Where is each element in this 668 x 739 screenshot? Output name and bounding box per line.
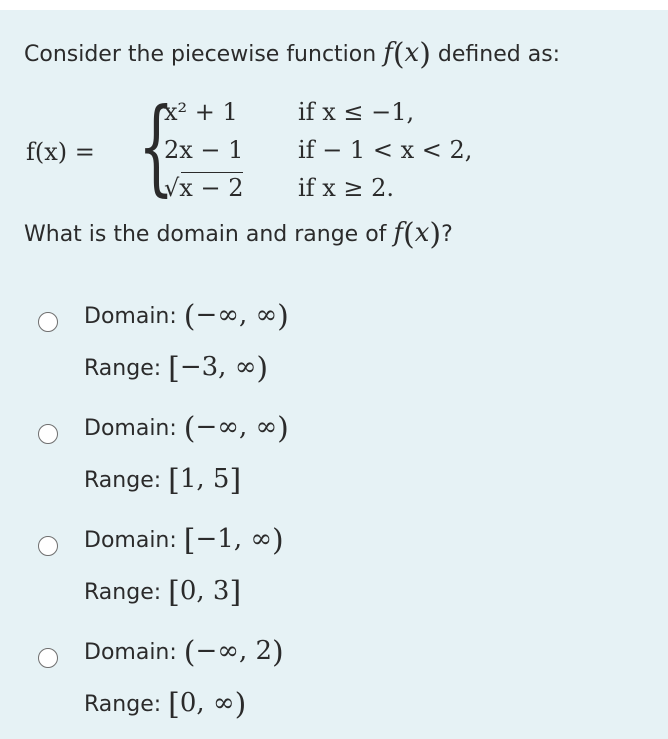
- domain-open-bracket: (: [183, 411, 196, 446]
- sqrt-expression: [164, 176, 243, 200]
- option-2-range: [84, 463, 242, 498]
- domain-open-bracket: (: [183, 299, 196, 334]
- case-3-expression: [164, 176, 243, 200]
- piecewise-definition: [26, 85, 546, 210]
- option-1-range: [84, 351, 269, 386]
- option-4-range: [84, 687, 247, 722]
- range-open-bracket: [: [168, 463, 180, 498]
- domain-open-bracket: [: [183, 523, 196, 558]
- range-interval: 0, ∞: [179, 688, 235, 718]
- close-paren: ): [419, 37, 431, 72]
- domain-close-bracket: ): [277, 411, 289, 446]
- piecewise-lhs: f(x) =: [26, 138, 95, 166]
- intro-text: Consider the piecewise function: [24, 42, 377, 67]
- range-open-bracket: [: [168, 351, 180, 386]
- domain-interval: −∞, ∞: [195, 412, 278, 442]
- question-intro: [24, 37, 561, 72]
- range-interval: 1, 5: [179, 464, 230, 494]
- radio-button-1[interactable]: [38, 312, 58, 332]
- domain-label: Domain:: [84, 304, 177, 329]
- left-brace-icon: {: [138, 85, 175, 207]
- domain-label: Domain:: [84, 416, 177, 441]
- domain-close-bracket: ): [277, 299, 289, 334]
- range-close-bracket: ]: [229, 575, 242, 610]
- prompt-suffix: ?: [441, 222, 453, 247]
- range-interval: −3, ∞: [179, 352, 257, 382]
- case-2-expression: 2x − 1: [164, 136, 244, 164]
- function-name: f: [383, 38, 393, 68]
- answer-option-2[interactable]: [38, 411, 638, 506]
- case-2-condition: if − 1 < x < 2,: [298, 136, 473, 164]
- range-close-bracket: ): [256, 351, 269, 386]
- prompt-function-variable: x: [414, 218, 430, 248]
- open-paren: (: [392, 37, 405, 72]
- case-3-condition: if x ≥ 2.: [298, 174, 394, 202]
- function-variable: x: [404, 38, 420, 68]
- case-1-condition: if x ≤ −1,: [298, 98, 415, 126]
- range-open-bracket: [: [168, 687, 180, 722]
- radio-button-4[interactable]: [38, 648, 58, 668]
- range-label: Range:: [84, 692, 162, 717]
- range-close-bracket: ): [234, 687, 247, 722]
- range-label: Range:: [84, 580, 162, 605]
- option-2-domain: [84, 411, 289, 446]
- option-4-domain: [84, 635, 284, 670]
- prompt-close-paren: ): [429, 217, 442, 252]
- answer-option-4[interactable]: [38, 635, 638, 730]
- intro-suffix: defined as:: [437, 42, 561, 67]
- answer-option-3[interactable]: [38, 523, 638, 618]
- domain-label: Domain:: [84, 528, 177, 553]
- option-1-domain: [84, 299, 289, 334]
- option-3-domain: [84, 523, 284, 558]
- sqrt-overline: [181, 172, 243, 173]
- domain-close-bracket: ): [272, 523, 284, 558]
- range-label: Range:: [84, 356, 162, 381]
- domain-interval: −∞, ∞: [195, 300, 278, 330]
- domain-interval: −1, ∞: [195, 524, 273, 554]
- range-label: Range:: [84, 468, 162, 493]
- domain-close-bracket: ): [272, 635, 284, 670]
- case-1-expression: x² + 1: [164, 98, 238, 126]
- range-open-bracket: [: [168, 575, 180, 610]
- domain-interval: −∞, 2: [195, 636, 273, 666]
- prompt-open-paren: (: [403, 217, 415, 252]
- domain-label: Domain:: [84, 640, 177, 665]
- radio-button-2[interactable]: [38, 424, 58, 444]
- range-close-bracket: ]: [229, 463, 242, 498]
- case-3-expression-text: √x − 2: [164, 174, 244, 202]
- answer-option-1[interactable]: [38, 299, 638, 394]
- prompt-function-name: f: [393, 218, 404, 248]
- question-prompt: [24, 217, 453, 252]
- domain-open-bracket: (: [183, 635, 196, 670]
- question-card: [0, 10, 668, 739]
- radio-button-3[interactable]: [38, 536, 58, 556]
- range-interval: 0, 3: [179, 576, 230, 606]
- prompt-text: What is the domain and range of: [24, 222, 387, 247]
- option-3-range: [84, 575, 242, 610]
